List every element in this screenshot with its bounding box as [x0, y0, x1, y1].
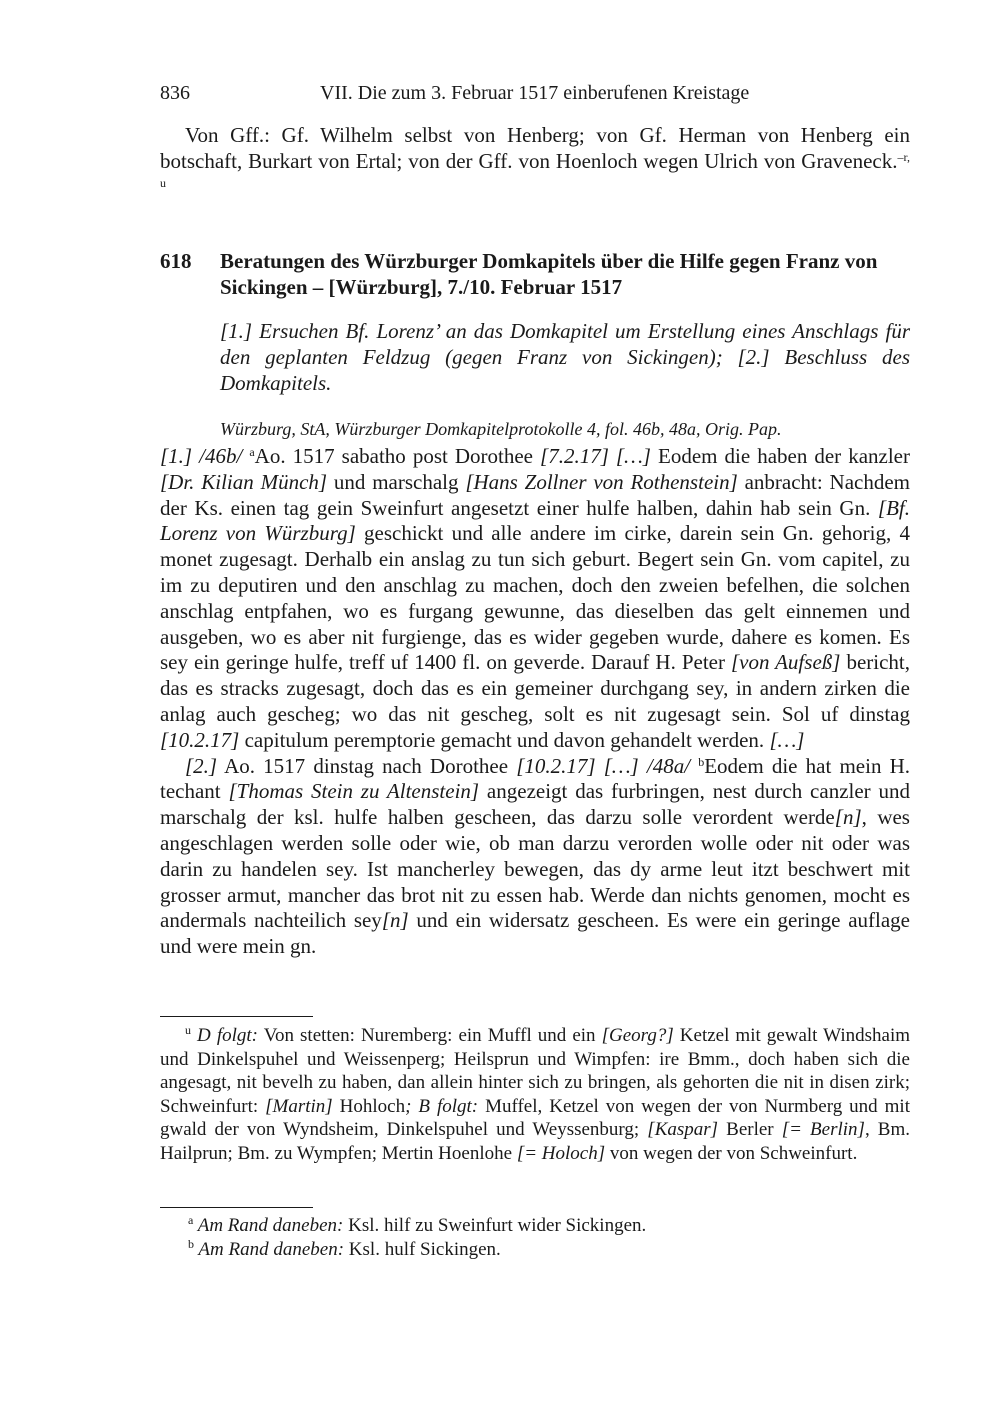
paragraph-2: [2.] Ao. 1517 dinstag nach Dorothee [10.2.17] […] /48a/ $^b$Eodem die hat mein H. techant [Thomas Stein zu Altenstein] angezeigt das furbringen, nest durch canzler und marschalg der ksl. hulfe halben gescheen, das darzu solle verordent werde[n], wes angeschlagen werden solle oder wie, ob man darzu verorden wolle oder nit oder was darin zu handelen sey. Ist mancherley bewegen, das dy arme leut itzt beschwert mit grosser armut, mancher das brot nit zu essen hab. Werde dan nichts genomen, mocht es andermals nachteilich sey[n] und ein widersatz gescheen. Es were ein geringe auflage und were mein gn.	[160, 753, 911, 959]
footnote-rule	[160, 1016, 313, 1017]
document-entry	[160, 248, 910, 459]
footnotes-ab	[160, 1214, 910, 1261]
footnote-a: $^a$ Am Rand daneben: Ksl. hilf zu Sweinfurt wider Sickingen.	[188, 1213, 647, 1236]
page-number: 836	[160, 82, 190, 104]
entry-source: Würzburg, StA, Würzburger Domkapitelprotokolle 4, fol. 46b, 48a, Orig. Pap.	[220, 419, 782, 439]
entry-regest: [1.] Ersuchen Bf. Lorenz’ an das Domkapitel um Erstellung eines Anschlags für den geplanten Feldzug (gegen Franz von Sickingen); [2.] Beschluss des Domkapitels.	[220, 319, 910, 395]
footnote-ref-a: a	[249, 445, 255, 459]
continuation-paragraph	[160, 123, 910, 200]
footnote-ref-b: b	[698, 754, 705, 769]
running-title: VII. Die zum 3. Februar 1517 einberufenen Kreistage	[320, 82, 750, 104]
entry-heading	[160, 248, 910, 300]
entry-number: 618	[160, 249, 192, 273]
continuation-text: Von Gff.: Gf. Wilhelm selbst von Henberg; von Gf. Herman von Henberg ein botschaft, Burkart von Ertal; von der Gff. von Hoenloch wegen Ulrich von Graveneck.	[160, 123, 910, 173]
footnote-mark-b: b	[188, 1236, 194, 1251]
footnote-rule-2	[160, 1207, 313, 1208]
entry-title: Beratungen des Würzburger Domkapitels über die Hilfe gegen Franz von Sickingen – [Würzburg], 7./10. Februar 1517	[220, 249, 878, 299]
footnote-b: $^b$ Am Rand daneben: Ksl. hulf Sickingen.	[188, 1236, 501, 1260]
footnote-ref-ru: –r, u	[160, 149, 910, 190]
footnote-mark-a: a	[188, 1213, 194, 1227]
footnote-u: $^u$ D folgt: Von stetten: Nuremberg: ein Muffl und ein [Georg?] Ketzel mit gewalt Windshaim und Dinkelspuhel und Weissenperg; Heilsprun und Wimpfen: ire Bmm., doch haben sich die angesagt, nit bevelh zu haben, dan allein hinter sich zu bringen, als gehorten die nit in disen zirk; Schweinfurt: [Martin] Hohloch; B folgt: Muffel, Ketzel von wegen der von Nurmberg und mit gwald der von Wyndsheim, Dinkelspuhel und Weyssenburg; [Kaspar] Berler [= Berlin], Bm. Hailprun; Bm. zu Wympfen; Mertin Hoenlohe [= Holoch] von wegen der von Schweinfurt.	[160, 1023, 910, 1164]
main-text	[160, 444, 910, 960]
footnote-mark-u: u	[185, 1023, 191, 1037]
paragraph-1: [1.] /46b/ $^a$Ao. 1517 sabatho post Dorothee [7.2.17] […] Eodem die haben der kanzler [Dr. Kilian Münch] und marschalg [Hans Zollner von Rothenstein] anbracht: Nachdem der Ks. einen tag gein Sweinfurt angesetzt einer hulfe halben, dahin hab sein Gn. [Bf. Lorenz von Würzburg] geschickt und alle andere im cirke, darein sein Gn. gehorig, 4 monet zugesagt. Derhalb ein anslag zu tun sich geburt. Begert sein Gn. vom capitel, zu im zu deputiren und den anschlag zu machen, doch den zweien befelhen, die solchen anschlag entpfahen, wo es furgang gewunne, das dieselben das gelt einnemen und ausgeben, wo es aber nit furgienge, das es wider gegeben wurde, dahere es komen. Es sey ein geringe hulfe, treff uf 1400 fl. on geverde. Darauf H. Peter [von Aufseß] bericht, das es stracks zugesagt, doch das es ein gemeiner durchgang sey, in andern zirken die anlag auch gescheg; wo das nit gescheg, solt es nit zugesagt sein. Sol uf dinstag [10.2.17] capitulum peremptorie gemacht und davon gehandelt werden. […]	[160, 444, 911, 752]
